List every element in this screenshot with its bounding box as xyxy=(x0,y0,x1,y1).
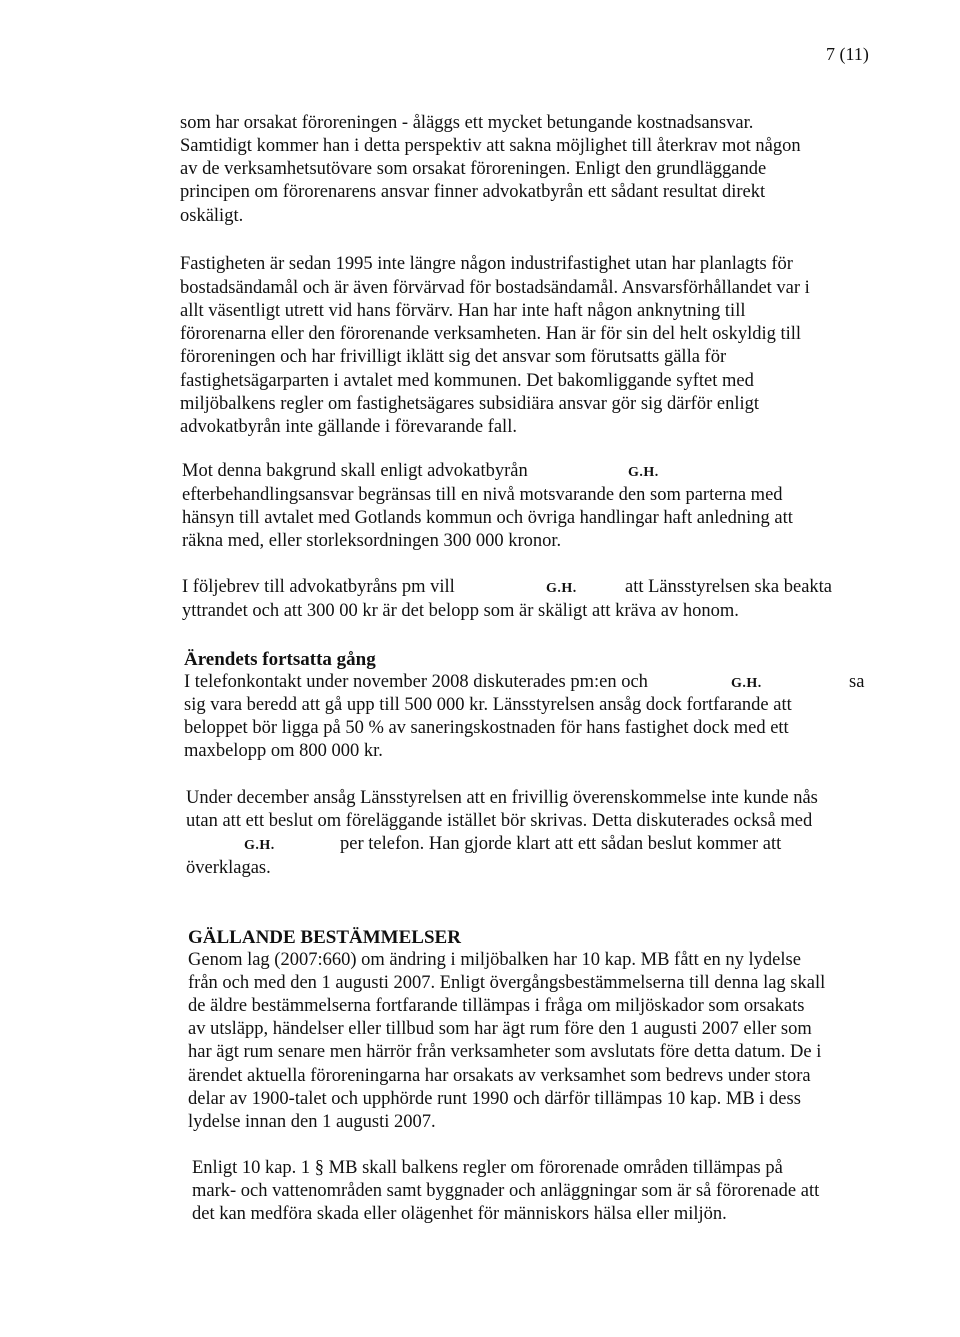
text-line: I följebrev till advokatbyråns pm vill xyxy=(182,577,455,597)
text-line: mark- och vattenområden samt byggnader och anläggningar som är så förorenade att xyxy=(192,1181,820,1201)
text-line: Genom lag (2007:660) om ändring i miljöbalken har 10 kap. MB fått en ny lydelse xyxy=(188,950,801,970)
text-line: allt väsentligt utrett vid hans förvärv. Han har inte haft någon anknytning till xyxy=(180,301,746,321)
text-line: av utsläpp, händelser eller tillbud som har ägt rum före den 1 augusti 2007 eller som xyxy=(188,1019,812,1039)
text-line: principen om förorenarens ansvar finner advokatbyrån ett sådant resultat direkt xyxy=(180,182,766,202)
text-line: de äldre bestämmelserna fortfarande tillämpas i fråga om miljöskador som orsakats xyxy=(188,996,805,1016)
text-line: överklagas. xyxy=(186,858,271,878)
text-line: föroreningen och har frivilligt iklätt sig det ansvar som förutsatts gälla för xyxy=(180,347,727,367)
redacted-initials: G.H. xyxy=(546,581,577,596)
text-line: beloppet bör ligga på 50 % av saneringskostnaden för hans fastighet dock med ett xyxy=(184,718,789,738)
redacted-initials: G.H. xyxy=(628,465,659,480)
text-line: från och med den 1 augusti 2007. Enligt övergångsbestämmelserna till denna lag skall xyxy=(188,973,826,993)
text-line: per telefon. Han gjorde klart att ett sådan beslut kommer att xyxy=(340,834,782,854)
text-line: Fastigheten är sedan 1995 inte längre någon industrifastighet utan har planlagts för xyxy=(180,254,793,274)
text-line: ärendet aktuella föroreningarna har orsakats av verksamhet som bedrevs under stora xyxy=(188,1066,811,1086)
text-line: förorenarna eller den förorenande verksamheten. Han är för sin del helt oskyldig till xyxy=(180,324,802,344)
text-line: delar av 1900-talet och upphörde runt 1990 och därför tillämpas 10 kap. MB i dess xyxy=(188,1089,801,1109)
text-line: efterbehandlingsansvar begränsas till en nivå motsvarande den som parterna med xyxy=(182,485,783,505)
text-line: det kan medföra skada eller olägenhet för människors hälsa eller miljön. xyxy=(192,1204,727,1224)
text-line: lydelse innan den 1 augusti 2007. xyxy=(188,1112,436,1132)
text-line: oskäligt. xyxy=(180,206,244,226)
text-line: som har orsakat föroreningen - åläggs ett mycket betungande kostnadsansvar. xyxy=(180,113,754,133)
section-heading: GÄLLANDE BESTÄMMELSER xyxy=(188,927,461,948)
text-line: bostadsändamål och är även förvärvad för bostadsändamål. Ansvarsförhållandet var i xyxy=(180,278,810,298)
text-line: I telefonkontakt under november 2008 diskuterades pm:en och xyxy=(184,672,648,692)
redacted-initials: G.H. xyxy=(731,676,762,691)
text-line: advokatbyrån inte gällande i förevarande fall. xyxy=(180,417,517,437)
text-line: Enligt 10 kap. 1 § MB skall balkens regler om förorenade områden tillämpas på xyxy=(192,1158,783,1178)
text-line: att Länsstyrelsen ska beakta xyxy=(625,577,833,597)
text-line: miljöbalkens regler om fastighetsägares subsidiära ansvar gör sig därför enligt xyxy=(180,394,759,414)
text-line: fastighetsägarparten i avtalet med kommunen. Det bakomliggande syftet med xyxy=(180,371,754,391)
text-line: har ägt rum senare men härrör från verksamheter som avslutats före detta datum. De i xyxy=(188,1042,822,1062)
text-line: Mot denna bakgrund skall enligt advokatbyrån xyxy=(182,461,528,481)
section-heading: Ärendets fortsatta gång xyxy=(184,649,376,670)
page-number: 7 (11) xyxy=(826,44,869,64)
text-line: utan att ett beslut om föreläggande istället bör skrivas. Detta diskuterades också med xyxy=(186,811,813,831)
text-line: yttrandet och att 300 00 kr är det belopp som är skäligt att kräva av honom. xyxy=(182,601,739,621)
text-line: hänsyn till avtalet med Gotlands kommun och övriga handlingar haft anledning att xyxy=(182,508,793,528)
text-line: Samtidigt kommer han i detta perspektiv att sakna möjlighet till återkrav mot någon xyxy=(180,136,801,156)
text-line: maxbelopp om 800 000 kr. xyxy=(184,741,383,761)
redacted-initials: G.H. xyxy=(244,838,275,853)
text-line: sa xyxy=(849,672,865,692)
text-line: sig vara beredd att gå upp till 500 000 kr. Länsstyrelsen ansåg dock fortfarande att xyxy=(184,695,792,715)
text-line: räkna med, eller storleksordningen 300 000 kronor. xyxy=(182,531,562,551)
text-line: av de verksamhetsutövare som orsakat föroreningen. Enligt den grundläggande xyxy=(180,159,767,179)
text-line: Under december ansåg Länsstyrelsen att en frivillig överenskommelse inte kunde nås xyxy=(186,788,818,808)
